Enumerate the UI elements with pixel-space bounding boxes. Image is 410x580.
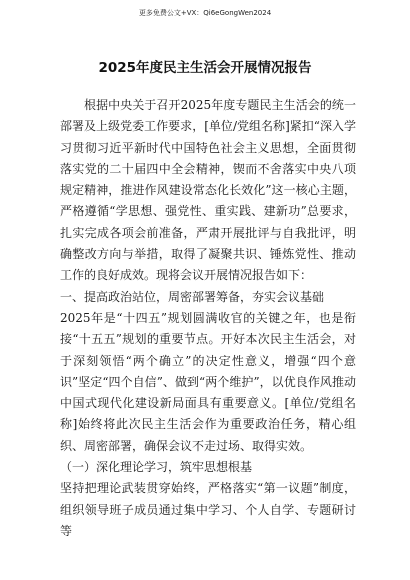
- document-body: [60, 95, 356, 542]
- subsection-heading: （一）深化理论学习，筑牢思想根基: [60, 460, 253, 475]
- body-paragraph: 2025年是“十四五”规划圆满收官的关键之年，也是衔接“十五五”规划的重要节点。开好本次民主生活会，对于深刻领悟“两个确立”的决定性意义，增强“四个意识”坚定“四个自信”、做到“两个维护”，以优良作风推动中国式现代化建设新局面具有重要意义。[单位/党组名称]始终将此次民主生活会作为重要政治任务，精心组织、周密部署，确保会议不走过场、取得实效。: [60, 310, 356, 453]
- section-heading: 一、提高政治站位，周密部署筹备，夯实会议基础: [60, 289, 325, 304]
- header-note: 更多免费公文+VX：Qi6eGongWen2024: [138, 9, 272, 17]
- body-paragraph: 坚持把理论武装贯穿始终，严格落实“第一议题”制度，组织领导班子成员通过集中学习、个人自学、专题研讨等: [60, 481, 356, 538]
- intro-paragraph: 根据中央关于召开2025年度专题民主生活会的统一部署及上级党委工作要求，[单位/党组名称]紧扣“深入学习贯彻习近平新时代中国特色社会主义思想，全面贯彻落实党的二十届四中全会精神，锲而不舍落实中央八项规定精神，推进作风建设常态化长效化”这一核心主题，严格遵循“学思想、强党性、重实践、建新功”总要求，扎实完成各项会前准备，严肃开展批评与自我批评，明确整改方向与举措，取得了凝聚共识、锤炼党性、推动工作的良好成效。现将会议开展情况报告如下：: [60, 98, 356, 283]
- document-title: 2025年度民主生活会开展情况报告: [98, 60, 312, 76]
